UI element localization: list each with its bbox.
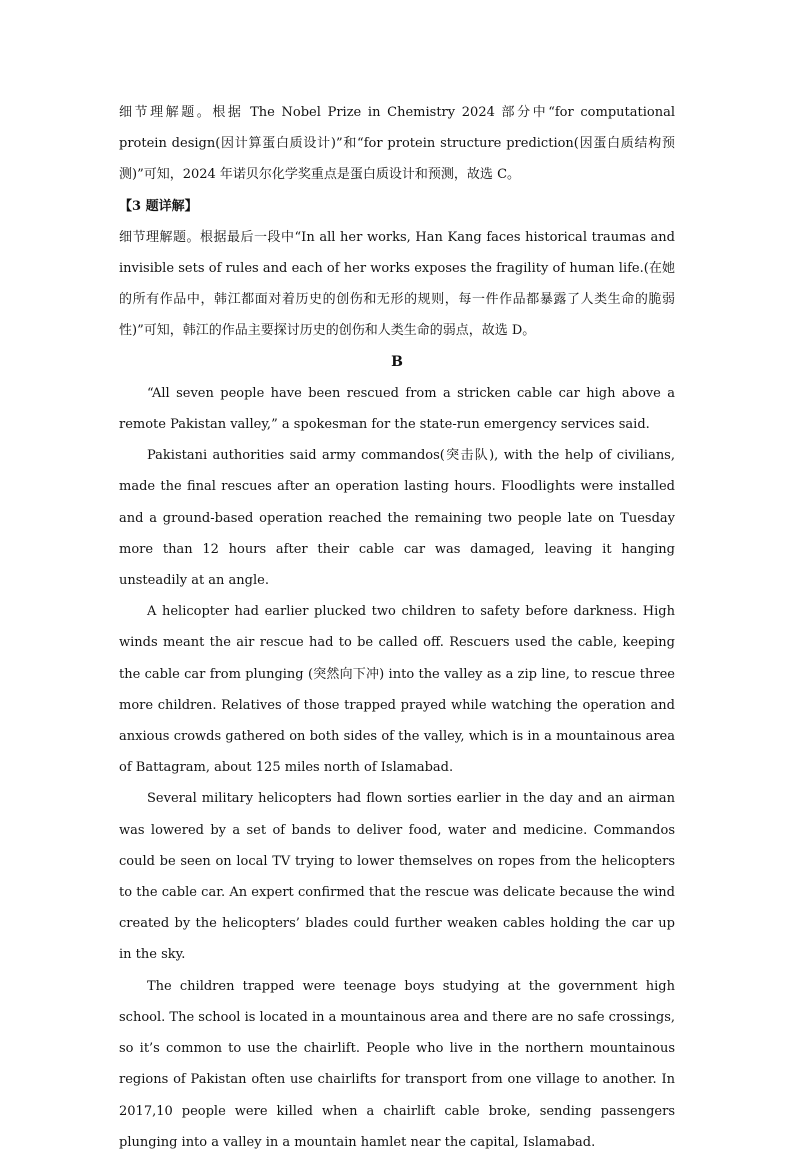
passage-paragraph-2: Pakistani authorities said army commandos(突击队), with the help of civilians, made the final rescues after an operation lasting hours. Floodlights were installed and a ground-based operation reached the remaining two people late on Tuesday more than 12 hours after their cable car was damaged, leaving it hanging unsteadily at an angle. — [119, 448, 675, 589]
passage-paragraph-1: “All seven people have been rescued from a stricken cable car high above a remote Pakistan valley,” a spokesman for the state-run emergency services said. — [119, 385, 675, 433]
q3-analysis: 细节理解题。根据最后一段中“In all her works, Han Kang faces historical traumas and invisible sets of rules and each of her works exposes the fragility of human life.(在她的所有作品中，韩江都面对着历史的创伤和无形的规则，每一件作品都暴露了人类生命的脆弱性)”可知，韩江的作品主要探讨历史的创伤和人类生命的弱点，故选 D。 — [119, 229, 675, 339]
passage-paragraph-4: Several military helicopters had flown sorties earlier in the day and an airman was lowered by a set of bands to deliver food, water and medicine. Commandos could be seen on local TV trying to lower themselves on ropes from the helicopters to the cable car. An expert confirmed that the rescue was delicate because the wind created by the helicopters’ blades could further weaken cables holding the car up in the sky. — [119, 791, 675, 963]
q3-heading: 【3 题详解】 — [119, 198, 198, 214]
q2-analysis: 细节理解题。根据 The Nobel Prize in Chemistry 2024 部分中“for computational protein design(因计算蛋白质设计)”和“for protein structure prediction(因蛋白质结构预测)”可知，2024 年诺贝尔化学奖重点是蛋白质设计和预测，故选 C。 — [119, 105, 675, 183]
passage-title: B — [391, 353, 403, 370]
passage-paragraph-5: The children trapped were teenage boys studying at the government high school. The school is located in a mountainous area and there are no safe crossings, so it’s common to use the chairlift. People who live in the northern mountainous regions of Pakistan often use chairlifts for transport from one village to another. In 2017,10 people were killed when a chairlift cable broke, sending passengers plunging into a valley in a mountain hamlet near the capital, Islamabad. — [119, 978, 675, 1150]
document-page — [119, 97, 675, 1158]
passage-paragraph-3: A helicopter had earlier plucked two children to safety before darkness. High winds meant the air rescue had to be called off. Rescuers used the cable, keeping the cable car from plunging (突然向下冲) into the valley as a zip line, to rescue three more children. Relatives of those trapped prayed while watching the operation and anxious crowds gathered on both sides of the valley, which is in a mountainous area of Battagram, about 125 miles north of Islamabad. — [119, 604, 675, 776]
